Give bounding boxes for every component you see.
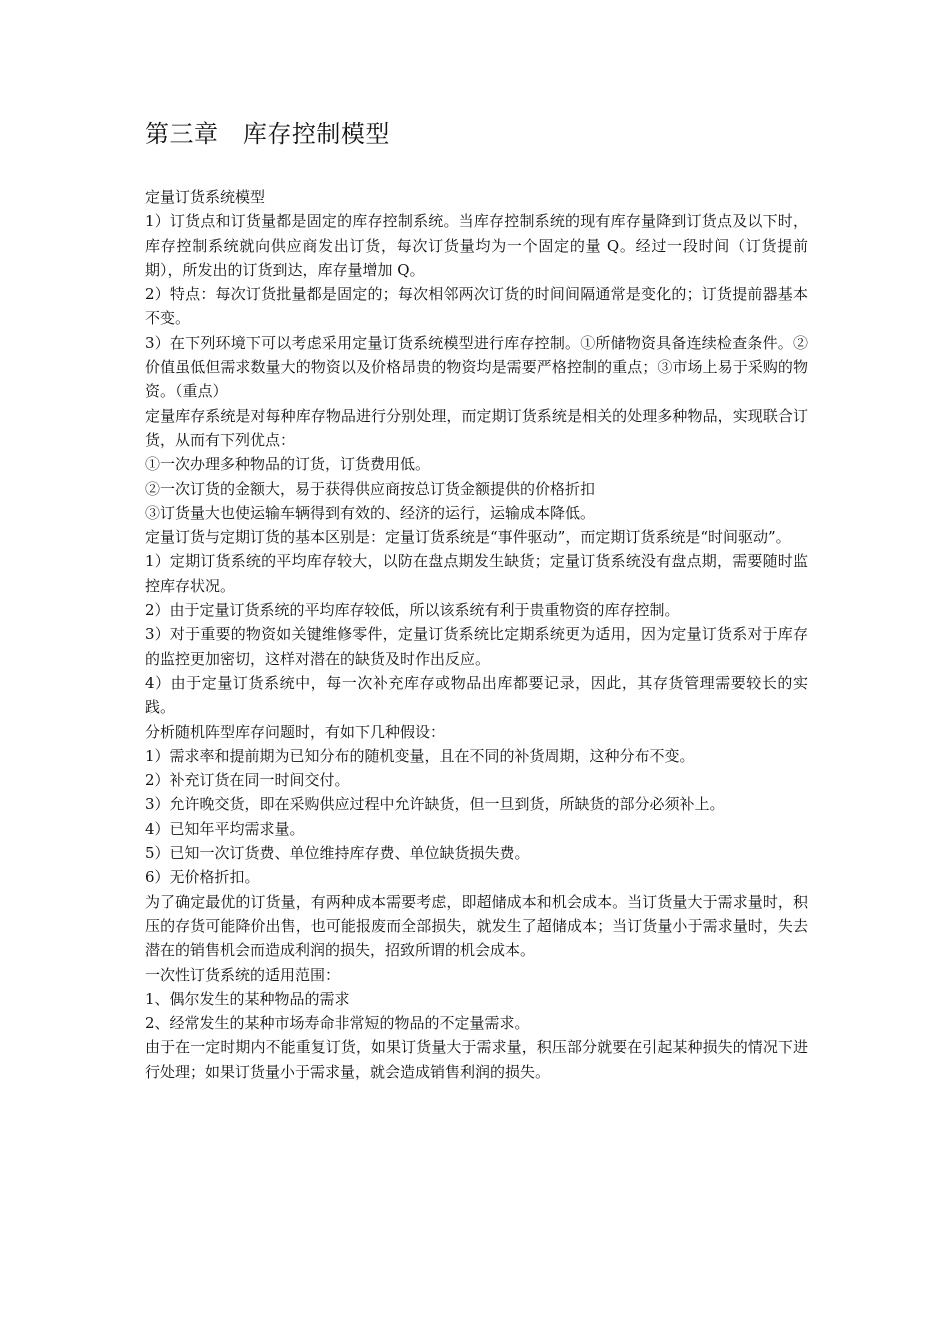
paragraph: 一次性订货系统的适用范围：	[145, 965, 341, 984]
paragraph: 3）允许晚交货，即在采购供应过程中允许缺货，但一旦到货，所缺货的部分必须补上。	[145, 795, 725, 814]
paragraph: 1）定期订货系统的平均库存较大，以防在盘点期发生缺货；定量订货系统没有盘点期，需要随时监控库存状况。	[145, 552, 808, 595]
paragraph: 2）由于定量订货系统的平均库存较低，所以该系统有利于贵重物资的库存控制。	[145, 601, 680, 620]
paragraph: 5）已知一次订货费、单位维持库存费、单位缺货损失费。	[145, 844, 530, 863]
paragraph: 3）在下列环境下可以考虑采用定量订货系统模型进行库存控制。①所储物资具备连续检查条件。②价值虽低但需求数量大的物资以及价格昂贵的物资均是需要严格控制的重点；③市场上易于采购的物资。（重点）	[145, 333, 808, 401]
paragraph: 3）对于重要的物资如关键维修零件，定量订货系统比定期系统更为适用，因为定量订货系对于库存的监控更加密切，这样对潜在的缺货及时作出反应。	[145, 625, 808, 668]
paragraph: 定量订货与定期订货的基本区别是：定量订货系统是“事件驱动”，而定期订货系统是“时间驱动”。	[145, 528, 791, 547]
paragraph: 定量订货系统模型	[145, 188, 266, 206]
paragraph: 2）特点：每次订货批量都是固定的；每次相邻两次订货的时间间隔通常是变化的；订货提前器基本不变。	[145, 285, 808, 328]
paragraph: 1）需求率和提前期为已知分布的随机变量，且在不同的补货周期，这种分布不变。	[145, 746, 695, 765]
paragraph: 6）无价格折扣。	[145, 868, 260, 887]
paragraph: ②一次订货的金额大，易于获得供应商按总订货金额提供的价格折扣	[145, 479, 596, 498]
paragraph: 4）由于定量订货系统中，每一次补充库存或物品出库都要记录，因此，其存货管理需要较长的实践。	[145, 673, 808, 717]
paragraph: 1、偶尔发生的某种物品的需求	[145, 989, 350, 1008]
paragraph: ①一次办理多种物品的订货，订货费用低。	[145, 455, 431, 474]
paragraph: 1）订货点和订货量都是固定的库存控制系统。当库存控制系统的现有库存量降到订货点及以下时，库存控制系统就向供应商发出订货，每次订货量均为一个固定的量 Q。经过一段时间（订货提前期），所发出的订货到达，库存量增加 Q。	[145, 212, 808, 279]
chapter-title: 第三章 库存控制模型	[145, 120, 390, 148]
paragraph: 定量库存系统是对每种库存物品进行分别处理，而定期订货系统是相关的处理多种物品，实现联合订货，从而有下列优点：	[145, 406, 808, 449]
paragraph: 4）已知年平均需求量。	[145, 819, 305, 838]
paragraph: 2、经常发生的某种市场寿命非常短的物品的不定量需求。	[145, 1014, 530, 1033]
paragraph: 分析随机阵型库存问题时，有如下几种假设：	[145, 722, 446, 741]
paragraph: 由于在一定时期内不能重复订货，如果订货量大于需求量，积压部分就要在引起某种损失的情况下进行处理；如果订货量小于需求量，就会造成销售利润的损失。	[145, 1038, 808, 1081]
paragraph: 2）补充订货在同一时间交付。	[145, 771, 350, 790]
paragraph: 为了确定最优的订货量，有两种成本需要考虑，即超储成本和机会成本。当订货量大于需求量时，积压的存货可能降价出售，也可能报废而全部损失，就发生了超储成本；当订货量小于需求量时，失去潜在的销售机会而造成利润的损失，招致所谓的机会成本。	[145, 892, 808, 960]
document-body	[145, 185, 808, 1084]
paragraph: ③订货量大也使运输车辆得到有效的、经济的运行，运输成本降低。	[145, 503, 596, 522]
